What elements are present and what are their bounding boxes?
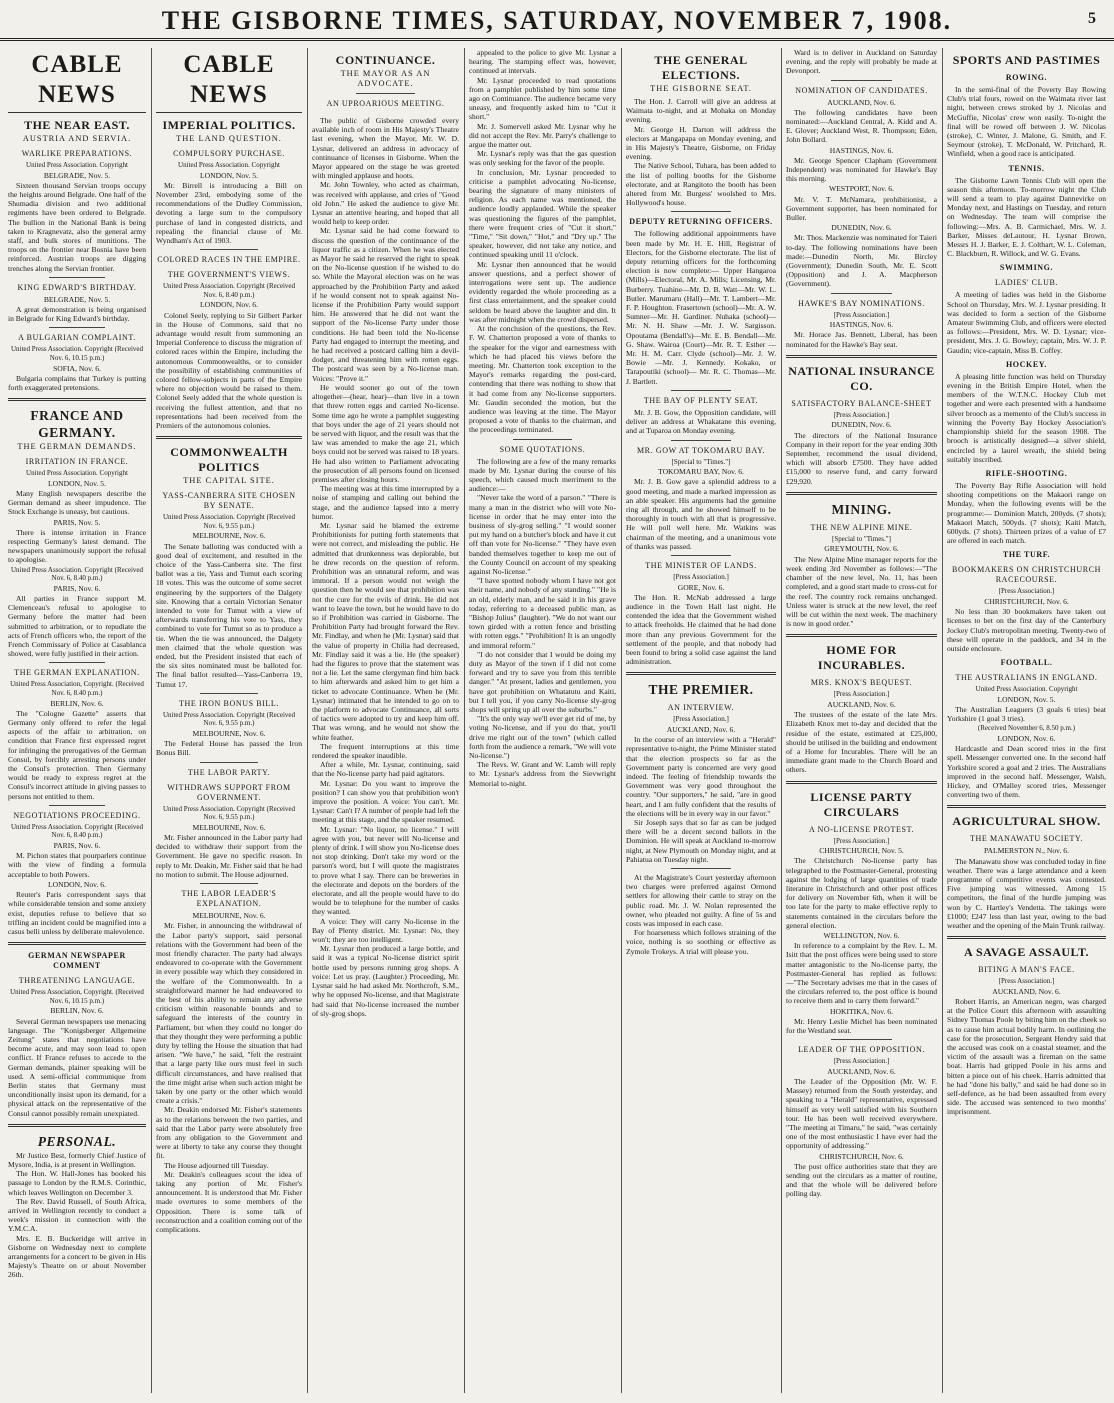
paragraph: The public of Gisborne crowded every available inch of room in His Majesty's Theatre last evening, when the Mayor, Mr. W. D. Lysnar, delivered an address in advocacy of continuance of licenses in Gisborne. When the Mayor appeared on the stage he was greeted with mingled applause and hoots. (312, 116, 459, 181)
paragraph: The Federal House has passed the Iron Bonus Bill. (156, 739, 302, 758)
paragraph: The Native School, Tuhara, has been added to the list of polling booths for the Gisborne electorate, and at Rangitoto the booth has been altered from Mr. Burgess' woolshed to Mrs. Hollywood's house. (626, 161, 776, 208)
divider (786, 492, 937, 495)
divider (671, 555, 731, 556)
dateline: LONDON, Nov. 6. (200, 300, 258, 310)
dateline: DUNEDIN, Nov. 6. (831, 420, 892, 430)
headline-mining: MINING. (831, 501, 892, 517)
paragraph: The Hon. R. McNab addressed a large audience in the Town Hall last night. He contended the idea that the Government wished to attack freeholds. He claimed that he had done more than any previous Government for the settlement of the people, and that nobody had been found to bring a solid case against the land administration. (626, 592, 776, 667)
divider (947, 936, 1106, 939)
column-rule (151, 48, 152, 1393)
column-1 (8, 48, 146, 1396)
dateline: SOFIA, Nov. 6. (53, 363, 101, 373)
credit-line: [Press Association.] (673, 715, 729, 724)
paragraph: The Christchurch No-license party has telegraphed to the Postmaster-General, protesting against the lodging of large quantities of trade literature in Christchurch and other post offices for delivery on November 6th, when it will be too late for the party to make effective reply to statements contained in the circulars before the general election. (786, 856, 937, 930)
paragraph: Mr. Lysnar's reply was that the gas question was only seeking for the favor of the people. (469, 149, 616, 168)
dateline: AUCKLAND, Nov. 6. (827, 1066, 896, 1076)
headline-commonwealth: COMMONWEALTH POLITICS (170, 445, 288, 475)
paragraph: Mr. Lysnar then produced a large bottle, and said it was a typical No-license district spirit bottle used by persons running grog shops. A voice: Let us pray. (Laughter.) Proceeding, Mr. Lysnar said he had asked Mr. Northcroft, S.M., why he opposed No-license, and that Magistrate had said that No-license increased the number of sly-grog shops. (312, 944, 459, 1018)
subhead-yass: YASS-CANBERRA SITE CHOSEN BY SENATE. (162, 491, 296, 511)
subhead-hockey: HOCKEY. (1005, 359, 1048, 369)
dateline: AUCKLAND, Nov. 6. (666, 724, 736, 734)
column-rule (621, 48, 622, 1393)
divider (786, 355, 937, 358)
paragraph: All parties in France support M. Clemenceau's refusal to apologise to Germany before the matter had been submitted to arbitration, or to repudiate the acts of French officers who, the report of the French Commissary of Police at Casablanca showed, were fully justified in their action. (8, 594, 146, 659)
credit-line: United Press Association. Copyright (Received Nov. 6, 9.55 p.m.) (162, 710, 295, 728)
paragraph: "It's the only way we'll ever get rid of me, by voting No-license, and if you do that, you'll drive me right out of the town" (which called forth from the audience a remark, "We will vote No-license.") (469, 714, 616, 761)
divider (200, 762, 258, 763)
paragraph: Mr Justice Best, formerly Chief Justice of Mysore, India, is at present in Wellington. (8, 1150, 146, 1169)
paragraph: Mr. Birrell is introducing a Bill on November 23rd, embodying some of the recommendations of the Dudley Commission, devoting a large sum to the compulsory purchase of land in congested districts, and repealing the financial clause of Mr. Wyndham's Act of 1903. (156, 180, 302, 246)
dateline: WELLINGTON, Nov. 6. (823, 930, 900, 940)
divider (200, 693, 258, 694)
headline-near-east: THE NEAR EAST. (24, 118, 130, 132)
headline-savage-assault: A SAVAGE ASSAULT. (963, 945, 1090, 960)
credit-line: (Received November 6, 8.50 p.m.) (977, 724, 1076, 733)
credit-line: United Press Association. Copyright (Received Nov. 6, 8.40 p.m.) (162, 282, 295, 299)
paragraph: Mr. Fisher announced in the Labor party had decided to withdraw their support from the Government. He gave no specific reason. In reply to Mr. Deakin, Mr. Fisher said that he had no motion to submit. The House adjourned. (156, 833, 302, 879)
credit-line: United Press Association. Copyright (26, 161, 128, 169)
credit-line: [Press Association.] (998, 587, 1055, 596)
subhead-withdraws: WITHDRAWS SUPPORT FROM GOVERNMENT. (167, 782, 291, 802)
dateline: LONDON, Nov. 5. (997, 694, 1056, 704)
divider (8, 942, 146, 945)
paragraph: Ward is to deliver in Auckland on Saturday evening, and the reply will probably be made at Devonport. (786, 48, 937, 76)
column-4 (469, 48, 616, 1396)
dateline: MELBOURNE, Nov. 6. (192, 729, 266, 739)
subhead-threatening: THREATENING LANGUAGE. (18, 976, 136, 986)
paragraph: Mr. Lysnar: "No liquor, no license." I will agree with you, but never will No-license and plenty of drink. I will show you No-license does not stop drinking. Don't take my word or the parson's word, but I will quote the magistrates to prove what I say. There can be breweries in the electorate and depots on the borders of the electorate, and all the people would have to do would be to telephone for the number of casks they wanted. (312, 824, 459, 917)
credit-line: United Press Association. Copyright (Received Nov. 6, 8.40 p.m.) (10, 565, 143, 583)
paragraph: No less than 30 bookmakers have taken out licenses to bet on the first day of the Canterbury Jockey Club's metropolitan meeting. Twenty-two of these will operate in the paddock, and 34 in the outside enclosure. (947, 607, 1106, 653)
paragraph: At the Magistrate's Court yesterday afternoon two charges were preferred against Ormond settlers for allowing their cattle to stray on the public road. Mr. J. W. Nolan represented the owner, who pleaded not guilty. A fine of 5s and costs was imposed in each case. (626, 872, 776, 928)
credit-line: [Press Association.] (673, 572, 729, 581)
subhead-land-question: THE LAND QUESTION. (176, 134, 282, 143)
divider (49, 277, 104, 278)
credit-line: United Press Association. Copyright (975, 685, 1078, 694)
subhead-biting: BITING A MAN'S FACE. (978, 965, 1075, 975)
dateline: CHRISTCHURCH, Nov. 5. (819, 846, 904, 856)
paragraph: Mr. Henry Leslie Michel has been nominated for the Westland seat. (786, 1016, 937, 1035)
credit-line: United Press Association. Copyright (Received Nov. 6, 9.55 p.m.) (162, 513, 295, 530)
paragraph: Mr. Lysnar: Do you want to improve the position? I can show you that prohibition won't improve the position. A voice: You can't. Mr. Lysnar: Can't I? A number of people had left the meeting at this stage, and the speaker resumed. (312, 778, 459, 825)
paragraph: In reference to a complaint by the Rev. L. M. Isitt that the post offices were being used to store matter antagonistic to the No-license party, the Postmaster-General has replied as follows:—"The Secretary advises me that in the cases of the circulars referred to, the post office is bound to receive them and to carry them forward." (786, 941, 937, 1006)
page-number: 5 (1088, 10, 1096, 27)
paragraph: Sir Joseph says that so far as can be judged there will be a decent second ballots in the Dominion. He will speak at Auckland to-morrow night, at New Plymouth on Monday night, and at Pahiatua on Tuesday night. (626, 817, 776, 864)
divider (671, 440, 731, 441)
paragraph: Mr. Lysnar said he had come forward to discuss the question of the continuance of the liquor traffic as a citizen. When he was elected as Mayor he said he reserved the right to speak on the No-license question if he wished to do so. While the Mayoral election was on he was approached by the Prohibition Party and asked if he would consent not to speak against No-license if the Prohibition Party would support him. He answered that he did not want the support of the No-license Party under those conditions. He had been told the No-license Party had engaged to interrupt the meeting, and he had received a postcard calling him a devil-dodger, and threatening him with rotten eggs. The postcard was seen by a No-license man. Voices: "Prove it." (312, 226, 459, 383)
subhead-mayor-advocate: THE MAYOR AS AN ADVOCATE. (340, 69, 431, 88)
subhead-irritation: IRRITATION IN FRANCE. (25, 457, 129, 467)
dateline: BERLIN, Nov. 6. (50, 1006, 104, 1016)
subhead-german-demands: THE GERMAN DEMANDS. (17, 442, 137, 452)
dateline: PARIS, Nov. 6. (53, 583, 101, 593)
subhead-newspaper-comment: GERMAN NEWSPAPER COMMENT (28, 951, 126, 971)
subhead-ladies-club: LADIES' CLUB. (994, 278, 1059, 288)
credit-line: [Press Association.] (833, 310, 890, 319)
paragraph: He would sooner go out of the town altogether—(hear, hear)—than live in a town that threw rotten eggs and carried No-license. Some time ago he wrote a pamphlet suggesting that boys under the age of 21 years should not be served with liquor, and the result was that the law was amended to make the age 21, which boys could not be served was raised to 18 years. He had also written to Parliament advocating the prosecution of all persons found on licensed premises after closing hours. (312, 382, 459, 484)
paragraph: Mr. V. T. McNamara, prohibitionist, a Government supporter, has been nominated for Buller. (786, 194, 937, 223)
credit-line: United Press Association. Copyright (Received Nov. 6, 10.15 p.m.) (10, 345, 143, 363)
subhead-german-explanation: THE GERMAN EXPLANATION. (14, 668, 140, 678)
divider (831, 293, 891, 294)
paragraph: Mr. Deakin endorsed Mr. Fisher's statements as to the relations between the two parties, and said that the Labor party were absolutely free from any obligation to the Government and were at liberty to take any course they thought fit. (156, 1105, 302, 1161)
paragraph: Several German newspapers use menacing language. The "Konigsberger Allgemeine Zeitung" states that negotiations have become acute, and may soon lead to open conflict. If France refuses to accede to the German demands, plainer speaking will be used. A semi-official communique from Berlin states that Germany must unconditionally insist upon its demand, for a physical attack on the representative of the Consul cannot possibly remain unexpiated. (8, 1016, 146, 1118)
subhead-turf: THE TURF. (1002, 550, 1051, 560)
dateline: LONDON, Nov. 6. (48, 879, 106, 889)
paragraph: Many English newspapers describe the German demand as sheer impudence. The Stock Exchange is uneasy, but cautious. (8, 489, 146, 517)
paragraph: After a while, Mr. Lysnar, continuing, said that the No-license party had paid agitators. (312, 760, 459, 779)
subhead-gow-tokomaru: MR. GOW AT TOKOMARU BAY. (636, 445, 766, 455)
paragraph: Colonel Seely, replying to Sir Gilbert Parker in the House of Commons, said that no advantage would result from summoning an Imperial Conference to discuss the migration of colored races within the Empire, including the autonomous Commonwealths, or to consider the possibility of establishing communities of colored fellow-subjects in parts of the Empire where no objection would be raised to them. Colonel Seely added that the whole question is receiving the fullest attention, and that no representations had been received from the Premiers of the autonomous colonies. (156, 310, 302, 431)
divider (831, 80, 891, 81)
headline-continuance: CONTINUANCE. (335, 53, 436, 67)
paragraph: Mr. John Townley, who acted as chairman, was received with applause, and cries of "Good old John." He asked the audience to give Mr. Lysnar an attentive hearing, and hoped that all would help to keep order. (312, 180, 459, 227)
paragraph: In the course of an interview with a "Herald" representative to-night, the Prime Minister stated that the election prospects so far as the Government party is concerned are very good indeed. The feeling of friendship towards the Government was very good throughout the country. "Our supporters," he said, "are in good heart, and I am fully confident that the results of the elections will be in every way in our favor." (626, 735, 776, 818)
subhead-iron-bonus: THE IRON BONUS BILL. (179, 698, 279, 708)
paragraph: The Poverty Bay Rifle Association will hold shooting competitions on the Makaori range on Monday, when the following events will be the programme:— Dominion Match, 200yds. (7 shots); Makaori Match, 500yds. (7 shots); Kaiti Match, 600yds. (7 shots). Thirteen prizes of a value of £7 are offered in each match. (947, 480, 1106, 546)
divider (200, 249, 258, 250)
divider (671, 211, 731, 212)
credit-line: United Press Association. Copyright (Received Nov. 6, 8.40 p.m.) (10, 822, 143, 840)
divider (831, 1039, 891, 1040)
dateline: CHRISTCHURCH, Nov. 6. (819, 1151, 904, 1161)
paragraph: The meeting was at this time interrupted by a noise of stamping and calling out behind the stage, and the audience lapsed into a merry humor. (312, 484, 459, 521)
paragraph: For hoarseness which follows straining of the voice, nothing is so soothing or effective as Zymole Trokeys. A trial will please you. (626, 928, 776, 956)
divider (49, 662, 104, 663)
subhead-no-license-protest: A NO-LICENSE PROTEST. (808, 824, 915, 834)
dateline: PARIS, Nov. 6. (53, 841, 101, 851)
headline-agricultural-show: AGRICULTURAL SHOW. (952, 814, 1101, 829)
subhead-rifle-shooting: RIFLE-SHOOTING. (985, 468, 1068, 478)
dateline: PALMERSTON N., Nov. 6. (984, 846, 1069, 856)
paragraph: The Leader of the Opposition (Mr. W. F. Massey) returned from the South yesterday, and speaking to a "Herald" representative, expressed himself as very well satisfied with his Southern tour. He has been well received everywhere. "The meeting at Timaru," he said, "was certainly one of the most enthusiastic I have ever had the opportunity of addressing." (786, 1076, 937, 1151)
paragraph: A great demonstration is being organised in Belgrade for King Edward's birthday. (8, 305, 146, 324)
divider (671, 868, 731, 869)
subhead-interview: AN INTERVIEW. (667, 703, 735, 713)
paragraph: Sixteen thousand Servian troops occupy the heights around Belgrade. One half of the Shumadia division and two additional regiments have been ordered to Belgrade. The bullion in the National Bank is being taken to Kragnevatz, also the general army staff, and bulk stores of munitions. The troops on the frontier near Bosnia have been reinforced. Austrian troops are digging trenches along the Servian frontier. (8, 180, 146, 273)
subhead-compulsory: COMPULSORY PURCHASE. (173, 149, 285, 158)
subhead-capital-site: THE CAPITAL SITE. (183, 476, 275, 486)
paragraph: In conclusion, Mr. Lysnar proceeded to criticise a pamphlet advocating No-license, bearing the signature of many ministers of religion. As each name was mentioned, the audience loudly applauded. While the speaker was questioning the figures of the pamphlet, there were frequent cries of "Cut it short," "Time," "Sit down," "Hot," and "Dry up." The speaker, however, did not take any notice, and continued speaking until 11 o'clock. (469, 167, 616, 260)
credit-line: [Special to "Times."] (671, 457, 731, 466)
credit-line: United Press Association. Copyright (26, 469, 128, 478)
paragraph: The House adjourned till Tuesday. (164, 1160, 269, 1170)
paragraph: The Manawatu show was concluded today in fine weather. There was a large attendance and a keen programme of competitive events was contested. Five jumping was witnessed. Among 15 competitors, the final of the hurdle jumping was won by C. Hartley's Vendetta. The takings were £1000; £247 less than last year, owing to the bad weather and the opening of the Main Trunk railway. (947, 856, 1106, 930)
divider (626, 672, 776, 675)
divider (786, 781, 937, 784)
subhead-quotations: SOME QUOTATIONS. (499, 444, 586, 454)
divider (8, 1124, 146, 1127)
paragraph: Mr. Deakin's colleagues scout the idea of taking any portion of Mr. Fisher's announcement. It is understood that Mr. Fisher made overtures to some members of the Opposition. There is some talk of reconstruction and a coalition coming out of the complications. (156, 1169, 302, 1234)
paragraph: Mr. Lysnar said he blamed the extreme Prohibitionists for putting forth statements that were not correct, and misleading the public. He admitted that drunkenness was deplorable, but he drew records on the question of reform. Prohibition was an unnatural reform, and was immoral. If a person would not weigh the question then he would see that prohibition was not the cure for the evils of drink. He did not want to leave the town, but he would have to do so if Prohibition was carried in Gisborne. The Prohibition Party had brought forward the Rev. Mr. Findlay, and when he (Mr. Lysnar) said that the value of property in Chilia had decreased, Mr. Findlay said it was a lie. He (the speaker) had the figures to prove that the statement was not a lie. Let the same clergyman find him back to him afterwards and asked him to get him a ticket to advocate Continuance. When he (Mr. Lysnar) intimated that he intended to go on to the platform to advocate Continuance, all sorts of tactics were adopted to try and keep him off. That was wrong, and he would not show the white feather. (312, 520, 459, 742)
headline-general-elections: THE GENERAL ELECTIONS. (654, 53, 748, 82)
subhead-austria: AUSTRIA AND SERVIA. (22, 134, 132, 143)
dateline: LONDON, Nov. 5. (200, 170, 258, 180)
credit-line: United Press Association, Copyright. (Received Nov. 6, 8.40 p.m.) (10, 680, 144, 698)
credit-line: [Press Association.] (833, 1057, 890, 1066)
dateline: AUCKLAND, Nov. 6. (992, 986, 1061, 996)
dateline: HASTINGS, Nov. 6. (829, 145, 894, 155)
credit-line: [Press Association.] (833, 836, 890, 845)
masthead-title: THE GISBORNE TIMES, SATURDAY, NOVEMBER 7, 1908. (161, 6, 953, 35)
headline-france-germany: FRANCE AND GERMANY. (30, 408, 124, 441)
headline-national-insurance: NATIONAL INSURANCE CO. (788, 363, 935, 393)
paragraph: The Hon. J. Carroll will give an address at Waimata to-night, and at Mohaka on Monday evening. (626, 97, 776, 125)
dateline: BELGRADE, Nov. 5. (43, 294, 111, 304)
dateline: BERLIN, Nov. 6. (50, 698, 104, 708)
column-rule (942, 48, 943, 1393)
banner-cable-news: CABLE NEWS (156, 50, 302, 113)
paragraph: The "Cologne Gazette" asserts that Germany only offered to refer the legal aspects of the affair to arbitration, on condition that France first expressed regret for infringing the prerogatives of the German Consul, by forcibly arresting persons under the Consul's protection. Then Germany would be ready to express regret at the Consul's incorrect attitude in giving passes to persons not entitled to them. (8, 708, 146, 801)
subhead-negotiations: NEGOTIATIONS PROCEEDING. (13, 810, 141, 820)
subhead-football: FOOTBALL. (1000, 658, 1053, 668)
paragraph: Mr. Thos. Mackenzie was nominated for Taieri to-day. The following nominations have been made:—Dunedin North, Mr. Bircley (Government); Dunedin South, Mr. E. Scott (Opposition) and J. A. Macpherson (Government). (786, 233, 937, 289)
credit-line: [Press Association.] (833, 410, 890, 419)
dateline: DUNEDIN, Nov. 6. (831, 223, 892, 233)
subhead-tennis: TENNIS. (1008, 163, 1045, 173)
divider (49, 327, 104, 328)
subhead-balance-sheet: SATISFACTORY BALANCE-SHEET (791, 398, 932, 408)
divider (947, 805, 1106, 808)
paragraph: The frequent interruptions at this time rendered the speaker inaudible. (312, 741, 459, 761)
divider (8, 398, 146, 401)
column-2 (156, 48, 302, 1396)
dateline: GORE, Nov. 6. (677, 582, 725, 592)
column-rule (781, 48, 782, 1393)
paragraph: Hardcastle and Dean scored tries in the first spell. Messenger converted one. In the second half Yorkshire scored a goal and 2 tries. The Australians improved in the second half. Messenger, Walsh, Hickey, and O'Malley scored tries, Messenger converting two of them. (947, 744, 1106, 800)
paragraph: A voice: They will carry No-license in the Bay of Plenty district. Mr. Lysnar: No, they won't; they are too intelligent. (312, 916, 459, 945)
subhead-leader-explanation: THE LABOR LEADER'S EXPLANATION. (181, 889, 277, 909)
paragraph: Mr. J. Somervell asked Mr. Lysnar why he did not accept the Rev. Mr. Parry's challenge to argue the matter out. (469, 121, 616, 150)
banner-cable-news: CABLE NEWS (8, 50, 146, 113)
column-3 (312, 48, 459, 1396)
divider (513, 439, 572, 440)
subhead-manawatu: THE MANAWATU SOCIETY. (970, 834, 1083, 844)
paragraph: Mr. Lysnar then announced that he would answer questions, and a perfect shower of interrogations were sent up. The audience evidently regarded the whole proceeding as a first class entertainment, and the speaker could seldom be heard above the laughter and din. It was after midnight when the crowd dispersed. (469, 259, 616, 324)
paragraph: Reuter's Paris correspondent says that while considerable tension and some anxiety exist, deputies refuse to believe that so trifling an incident could be magnified into a casus belli unless by deliberate malevolence. (8, 890, 146, 936)
subhead-leader-opposition: LEADER OF THE OPPOSITION. (798, 1045, 925, 1055)
paragraph: Mr. J. B. Gow gave a splendid address to a good meeting, and made a marked impression as an able speaker. His arguments had the genuine ring all through, and he showed himself to be thoroughly in touch with all that is progressive. He will poll well here. Mr. Watkins was chairman of the meeting, and a unanimous vote of thanks was passed. (626, 477, 776, 551)
divider (49, 805, 104, 806)
headline-personal: PERSONAL. (37, 1133, 117, 1149)
subhead-nomination: NOMINATION OF CANDIDATES. (795, 85, 928, 95)
credit-line: [Press Association.] (998, 977, 1055, 986)
paragraph: Mr. George Spencer Clapham (Government Independent) was nominated for Hawke's Bay this morning. (786, 155, 937, 184)
headline-sports-pastimes: SPORTS AND PASTIMES (952, 53, 1101, 67)
subhead-gisborne-seat: THE GISBORNE SEAT. (650, 84, 752, 93)
subhead-australians: THE AUSTRALIANS IN ENGLAND. (955, 673, 1098, 683)
subhead-uproarious: AN UPROARIOUS MEETING. (326, 99, 445, 108)
column-5 (626, 48, 776, 1396)
subhead-bulgarian: A BULGARIAN COMPLAINT. (18, 333, 136, 343)
paragraph: The following are a few of the many remarks made by Mr. Lysnar during the course of his speech, which caused much merriment to the audience:— (469, 456, 616, 494)
paragraph: The Senate balloting was conducted with a good deal of excitement, and resulted in the choice of the Yass-Canberra site. The first ballot was a tie, Yass and Tumut each scoring 18 votes. This was the outcome of some secret engineering by the supporters of the Dalgety site. Knowing that a certain Victorian Senator intended to vote for Tumut with a view of afterwards transferring his vote to Yass, they combined to vote for Tumut so as to produce a tie. When the tie was announced, the Dalgety men claimed that the whole question was ended, but the President insisted that each of the six sites nominated must be balloted for. The final ballot resulted—Yass-Canberra 19, Tumut 17. (156, 541, 302, 689)
paragraph: There is intense irritation in France respecting Germany's latest demand. The newspapers unanimously support the refusal to apologise. (8, 527, 146, 565)
divider (786, 634, 937, 637)
dateline: LONDON, Nov. 5. (48, 478, 106, 488)
dateline: MELBOURNE, Nov. 6. (192, 531, 266, 541)
subhead-hawkes-bay: HAWKE'S BAY NOMINATIONS. (798, 298, 925, 308)
column-rule (464, 48, 465, 1393)
credit-line: United Press Association. Copyright (178, 161, 280, 169)
subhead-colored-races: COLORED RACES IN THE EMPIRE. (157, 255, 301, 265)
paragraph: Mr. Lysnar proceeded to read quotations from a pamphlet published by him some time ago on Continuance. The audience became very uneasy, and frequently asked him to "Cut it short." (469, 75, 616, 122)
paragraph: The New Alpine Mine manager reports for the week ending 3rd November as follows:—"The chamber of the new level, No. 11, has been completed, and a good start made to cross-cut for the reef. The country rock remains unchanged. Unless water is struck at the new level, the reef will be cut within the next week. The machinery is now in good order." (786, 554, 937, 629)
column-6 (786, 48, 937, 1396)
subhead-warlike: WARLIKE PREPARATIONS. (21, 149, 133, 158)
paragraph: A pleasing little function was held on Thursday evening in the British Empire Hotel, when the members of the W.T.N.C. Hockey Club met together and were each presented with a handsome silver brooch as a memento of the Club's success in winning the Poverty Bay Hockey Association's championship shield for the season 1908. The brooch is artistically designed—a silver shield, encircled by a laurel wreath, the shield being suitably inscribed. (947, 371, 1106, 464)
dateline: WESTPORT, Nov. 6. (829, 184, 894, 194)
credit-line: [Press Association.] (833, 690, 890, 699)
paragraph: The directors of the National Insurance Company in their report for the year ending 30th September, recommend the usual dividend, which will absorb £7500. They have added £15,000 to reserve fund, and carry forward £29,920. (786, 430, 937, 486)
paragraph: M. Pichon states that pourparlers continue with the view of finding a formula acceptable to both Powers. (8, 851, 146, 879)
subhead-swimming: SWIMMING. (999, 263, 1054, 273)
dateline: TOKOMARU BAY, Nov. 6. (658, 467, 744, 477)
paragraph: Mr. Horace Jas. Bennett, Liberal, has been nominated for the Hawke's Bay seat. (786, 330, 937, 349)
dateline: MELBOURNE, Nov. 6. (192, 822, 266, 832)
dateline: BELGRADE, Nov. 5. (43, 170, 111, 180)
paragraph: The post office authorities state that they are sending out the circulars as a matter of routine, and that the whole will be delivered before polling day. (786, 1161, 937, 1199)
subhead-rowing: ROWING. (1005, 73, 1048, 82)
paragraph: Robert Harris, an American negro, was charged at the Police Court this afternoon with assaulting Sidney Thomas Poole by biting him on the cheek so as to cause him actual bodily harm. In outlining the case for the prosecution, Sergeant Hendry said that the accused was cook on a coastal steamer, and the victim of the assault was a fireman on the same boat. Harris had gripped Poole in his arms and bitten a piece out of his cheek. Harris admitted that he had "done his bally," and said he had done so in self-defence, as he had been assaulted from every side. The accused was sentenced to two months' imprisonment. (947, 996, 1106, 1117)
headline-premier: THE PREMIER. (648, 682, 754, 698)
paragraph: The Gisborne Lawn Tennis Club will open the season this afternoon. To-morrow night the Club will send a team to play against Dannevirke on Monday next, and Hastings on Tuesday, and return on Wednesday. The team will comprise the following:—Mrs. A. B. Carmichael, Mrs. W. J. Barker, Misses deLautour, H. Lysnar Brown, Messrs H. J. Barker, E. J. Colthart, W. L. Coleman, C. Blackburn, R. Willock, and W. G. Evans. (947, 175, 1106, 259)
column-rule (307, 48, 308, 1393)
paragraph: The following candidates have been nominated:—Auckland Central, A. Kidd and A. E. Glover; Auckland West, R. Thompson; Eden, John Bollard. (786, 107, 937, 145)
credit-line: [Special to "Times."] (832, 534, 891, 543)
subhead-govt-views: THE GOVERNMENT'S VIEWS. (167, 270, 291, 280)
paragraph: appealed to the police to give Mr. Lysnar a hearing. The stamping effect was, however, continued at intervals. (469, 48, 616, 76)
paragraph: At the conclusion of the questions, the Rev. F. W. Chatterton proposed a vote of thanks to the speaker for the vigor and earnestness with which he had placed his views before the meeting. Mr. Chatterton took exception to the Mayor's remarks regarding the post-card, contending that there was nothing to show that it had come from any No-license supporters. Mr. Gaudin seconded the motion, but the audience was leaving at the time. The Mayor proposed a vote of thanks to the chairman, and the proceedings terminated. (469, 324, 616, 435)
paragraph: The trustees of the estate of the late Mrs. Elizabeth Knox met to-day and decided that the residue of the estate, estimated at £25,000, should be utilised in the building and endowment of a Home for Incurables. There will be an immediate grant made to the Church Board and others. (786, 710, 937, 775)
headline-license-circulars: LICENSE PARTY CIRCULARS (810, 789, 913, 819)
subhead-minister-lands: THE MINISTER OF LANDS. (645, 560, 757, 570)
credit-line: United Press Association. Copyright (Received Nov. 6, 9.55 p.m.) (162, 804, 295, 822)
paragraph: The following additional appointments have been made by Mr. H. E. Hill, Registrar of Electors, for the Gisborne electorate. The list of deputy returning officers for the forthcoming election is now complete:— Upper Hangaroa (Mills)—Electoral, Mr. A. Mills; Licensing, Mr. Burberry. Tuahine—Mr. D. B. Watt—Mr. W. L. Butler. Marumaru (Hall)—Mr. T. Lambert—Mr. F. P. Houghton. Frasertown (school)—Mr. A. W. Sumner—Mr. H. Gardiner. Nuhaka (school)—Mr. N. H. Shaw —Mr. J. W. Sargisson. Opoutama (Bendall's)—Mr. E. B. Bendall—Mr. G. Shaw. Wairoa (Court)—Mr. R. T. Esther —Mr. H. M. Carr. Clyde (school)—Mr. J. W. Bowie —Mr. J. Kennedy. Kokako, or Tarapoutiki (school)— Mr. R. C. Thomas—Mr. J. Bartlett. (626, 229, 776, 386)
masthead (0, 0, 1114, 41)
divider (200, 883, 258, 884)
dateline: GREYMOUTH, Nov. 6. (824, 544, 899, 554)
subhead-knox-bequest: MRS. KNOX'S BEQUEST. (810, 678, 913, 688)
headline-incurables: HOME FOR INCURABLES. (817, 643, 906, 673)
headline-imperial-politics: IMPERIAL POLITICS. (162, 118, 296, 132)
subhead-deputy-officers: DEPUTY RETURNING OFFICERS. (629, 217, 773, 227)
dateline: HASTINGS, Nov. 6. (829, 320, 894, 330)
paragraph: A meeting of ladies was held in the Gisborne School on Thursday, Mrs. W. J. Lysnar presiding. It was decided to form a section of the Gisborne Amateur Swimming Club, and officers were elected as follows:—President, Mrs. W. D. Lysnar; vice-president, Mrs. J. G. Bowley; captain, Mrs. W. J. P. Gaudin; vice-captain, Miss B. Coffey. (947, 290, 1106, 355)
dateline: AUCKLAND, Nov. 6. (827, 97, 896, 107)
paragraph: The Australian Leaguers (3 goals 6 tries) beat Yorkshire (1 goal 3 tries). (947, 704, 1106, 724)
divider (156, 436, 302, 439)
paragraph: Mr. George H. Darton will address the electors at Mangapapa on Monday evening, and in His Majesty's Theatre, Gisborne, on Friday evening. (626, 124, 776, 162)
dateline: HOKITIKA, Nov. 6. (830, 1006, 893, 1016)
paragraph: Mr. Fisher, in announcing the withdrawal of the Labor party's support, said personal relations with the Government had been of the most friendly character. The party had always endeavored to co-operate with the Government in every possible way which they considered in the welfare of the Commonwealth. In a straightforward manner he had endeavored to the best of his ability to remain any adverse criticism within reasonable bounds and to safeguard the interests of the country in Parliament, but when they could no longer do that they thought they were performing a public duty by telling the House the situation that had arisen. "We have," he said, "felt the restraint that a large party like ours must feel in such difficult circumstances, and have realised that the time might arise when such action might be taken by one party or the other which would create a crisis." (156, 921, 302, 1106)
paragraph: The Rev. David Russell, of South Africa, arrived in Wellington recently to conduct a week's mission in connection with the Y.M.C.A. (8, 1196, 146, 1234)
divider (671, 390, 731, 391)
paragraph: Bulgaria complains that Turkey is putting forth exaggerated pretensions. (8, 373, 146, 393)
dateline: MELBOURNE, Nov. 6. (192, 911, 266, 921)
paragraph: Mr. J. B. Gow, the Opposition candidate, will deliver an address at Whakatane this evening, and at Tuparoa on Monday evening. (626, 407, 776, 436)
paragraph: In the semi-final of the Poverty Bay Rowing Club's trial fours, rowed on the Waimata river last night, between crews stroked by J. Nicolas and McGuffie, Nicolas' crew won easily. To-night the final will be rowed off between J. W. Nicolas (stroke), C. Winter, J. Malone, G. Smith, and F. Seymour (stroke), T. McDonald, W. Pritchard, R. Winfield, when a good race is anticipated. (947, 85, 1106, 159)
dateline: LONDON, Nov. 6. (997, 733, 1056, 743)
subhead-king-edward: KING EDWARD'S BIRTHDAY. (17, 282, 137, 292)
paragraph: "I have spotted nobody whom I have not got their name, and nobody of any standing." "He is an old, elderly man, and he said it in his grave today, referring to a deceased public man, as "Bishop Julius" (laughter). "We do not want our town girded with a rotten fence and bristling with rotten eggs." "Prohibition! It is an ungodly and immoral reform." (469, 576, 616, 650)
divider (356, 93, 415, 94)
subhead-bookmakers: BOOKMAKERS ON CHRISTCHURCH RACECOURSE. (952, 565, 1101, 585)
dateline: CHRISTCHURCH, Nov. 6. (984, 596, 1069, 606)
paragraph: "I do not consider that I would be doing my duty as Mayor of the town if I did not come forward and try to save you from this terrible danger." "At present, ladies and gentlemen, you have got prohibition on Whatatutu and Kaiti, but I tell you, if you carry No-license sly-grog shops will spring up all over the suburbs." (469, 649, 616, 715)
subhead-bay-of-plenty: THE BAY OF PLENTY SEAT. (643, 395, 759, 405)
paragraph: The Revs. W. Grant and W. Lamb will reply to Mr. Lysnar's address from the Sievwright Memorial to-night. (469, 760, 616, 788)
subhead-labor-party: THE LABOR PARTY. (187, 767, 271, 777)
dateline: PARIS, Nov. 5. (53, 517, 101, 527)
dateline: AUCKLAND, Nov. 6. (827, 699, 896, 709)
credit-line: United Press Association, Copyright. (Received Nov. 6, 10.15 p.m.) (10, 988, 144, 1005)
paragraph: Mrs. E. B. Buckeridge will arrive in Gisborne on Wednesday next to complete arrangements for a concert to be given in His Majesty's Theatre on or about November 26th. (8, 1233, 146, 1280)
subhead-alpine-mine: THE NEW ALPINE MINE. (810, 522, 913, 532)
paragraph: The Hon. W. Hall-Jones has booked his passage to London by the R.M.S. Corinthic, which leaves Wellington on December 3. (8, 1169, 146, 1197)
paragraph: "Never take the word of a parson." "There is many a man in the district who will vote No-license in order that he may enter into the business of sly-grog selling." "I would sooner put my hand on a butcher's block and have it cut off than vote for No-license." "They have even banded themselves together to keep me out of the County Council on account of my speaking against No-license." (469, 493, 616, 576)
column-7 (947, 48, 1106, 1396)
